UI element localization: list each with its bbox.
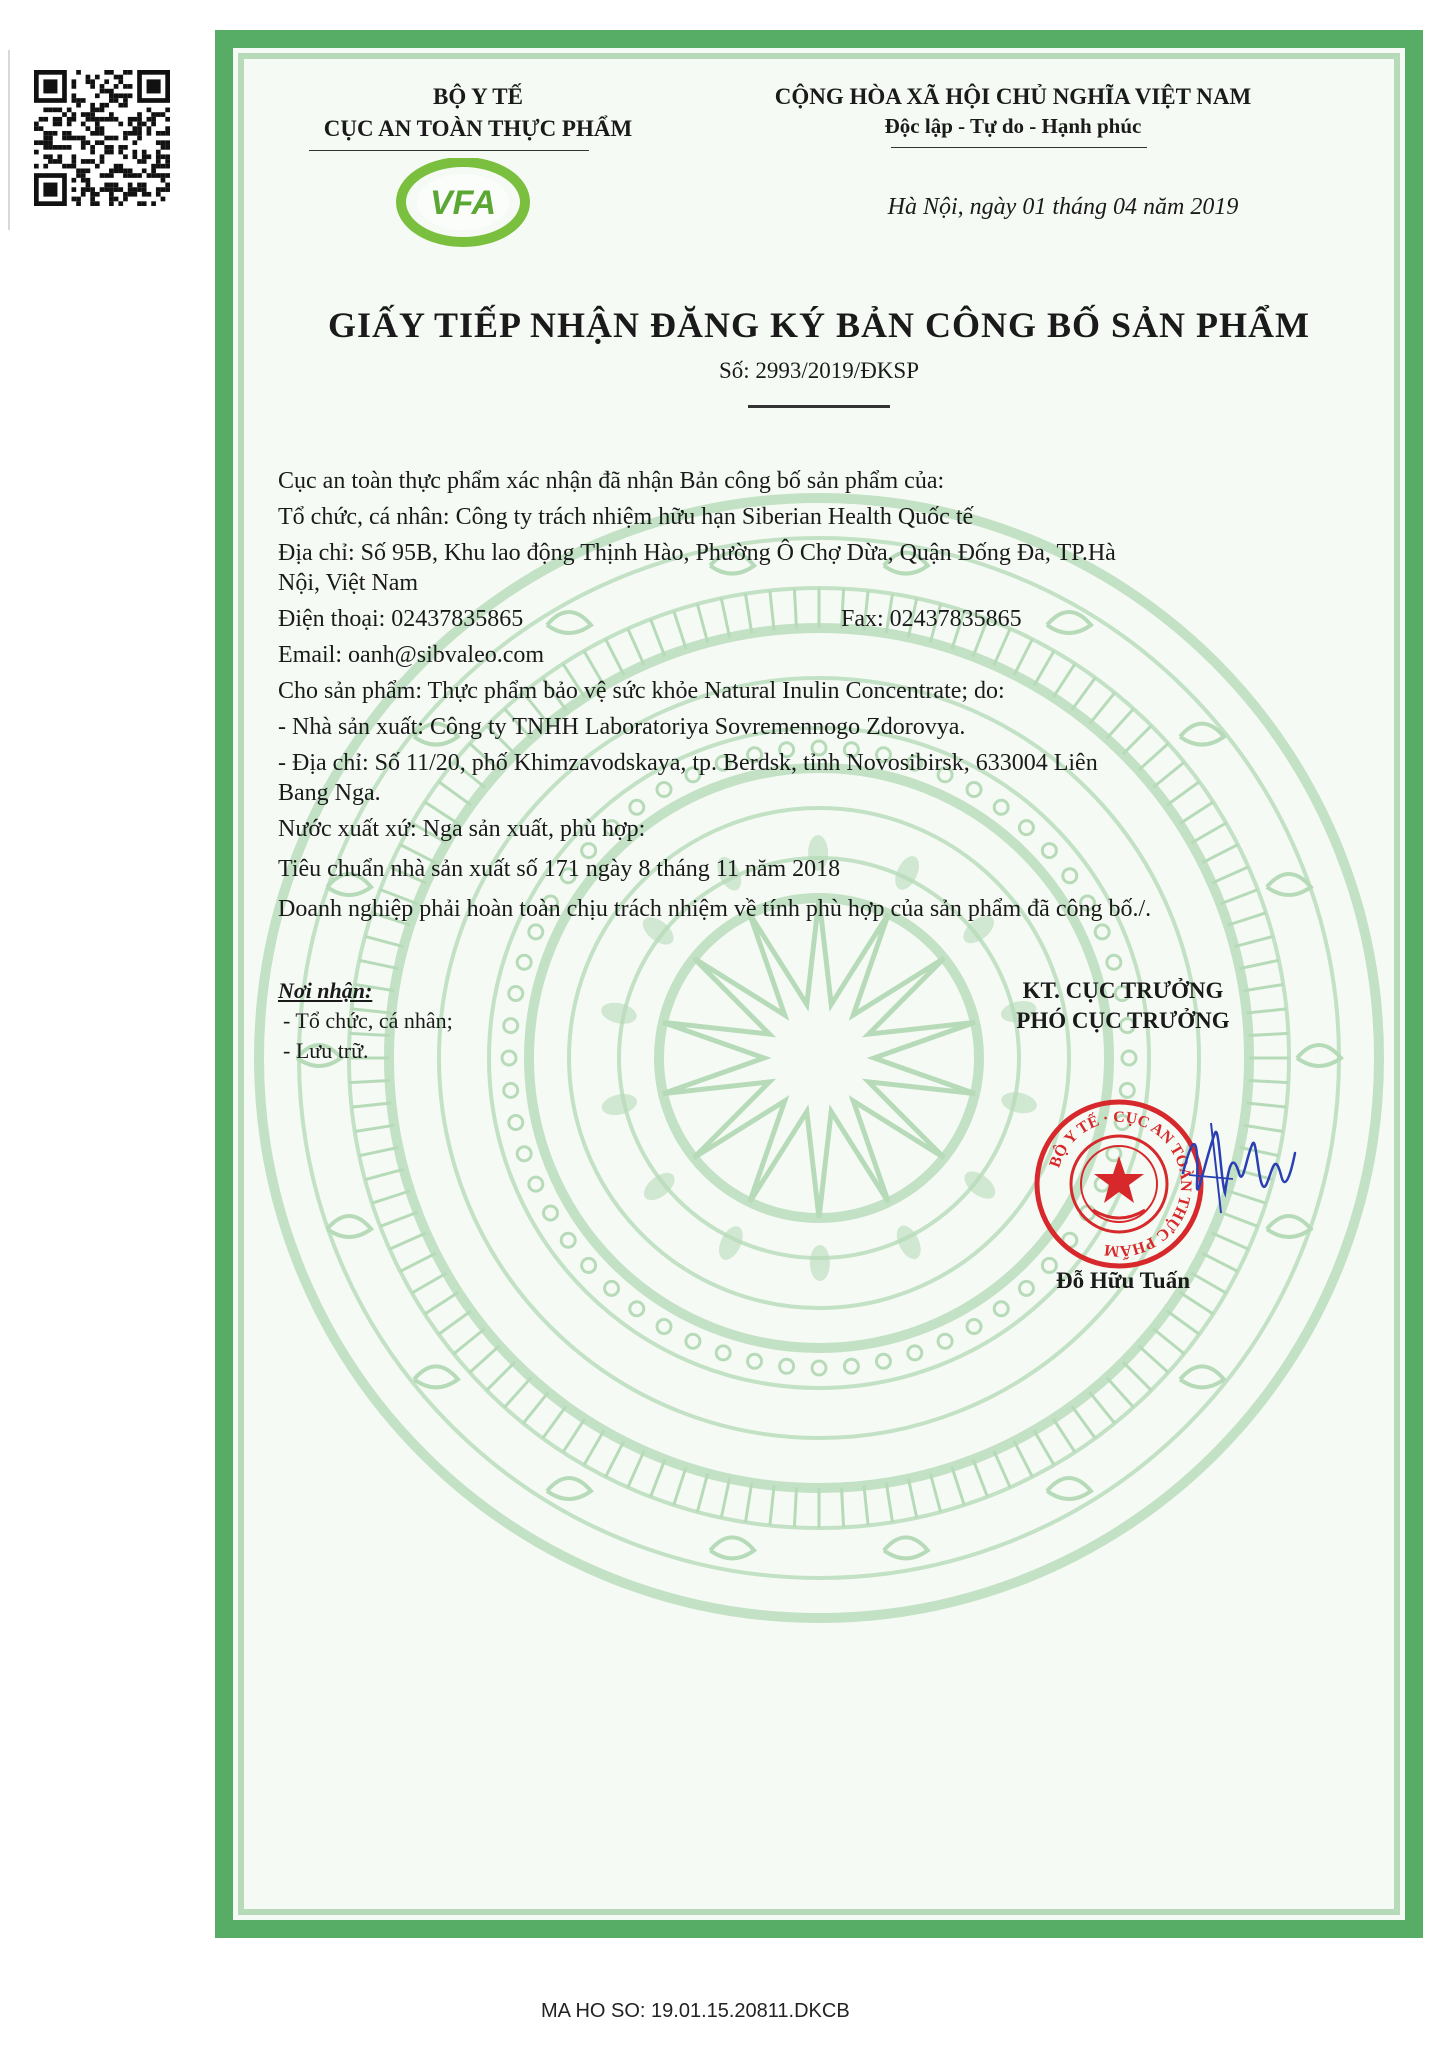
signatory-title-1: KT. CỤC TRƯỞNG <box>1022 978 1224 1003</box>
address-line-1: Địa chỉ: Số 95B, Khu lao động Thịnh Hào, Phường Ô Chợ Dừa, Quận Đống Đa, TP.Hà <box>278 540 1116 566</box>
svg-text:BỘ Y TẾ · CỤC AN TOÀN THỰC PHẨ: BỘ Y TẾ · CỤC AN TOÀN THỰC PHẨM <box>1046 1108 1195 1260</box>
vfa-logo <box>393 158 543 268</box>
email-line: Email: oanh@sibvaleo.com <box>278 642 545 668</box>
dossier-code: MA HO SO: 19.01.15.20811.DKCB <box>541 2000 850 2022</box>
certificate-body <box>233 48 1405 1920</box>
intro-line: Cục an toàn thực phẩm xác nhận đã nhận Bản công bố sản phẩm của: <box>278 468 945 494</box>
title-underline <box>748 405 890 408</box>
manufacturer-line: - Nhà sản xuất: Công ty TNHH Laboratoriya Sovremennogo Zdorovya. <box>278 714 966 740</box>
motto-underline <box>891 147 1147 148</box>
ministry-name: BỘ Y TẾ <box>433 84 523 109</box>
document-title: GIẤY TIẾP NHẬN ĐĂNG KÝ BẢN CÔNG BỐ SẢN PHẨM <box>327 305 1311 345</box>
signer-name: Đỗ Hữu Tuấn <box>1056 1268 1190 1293</box>
recipient-item: - Tổ chức, cá nhân; <box>283 1008 453 1033</box>
certificate-frame <box>215 30 1423 1938</box>
issue-date: Hà Nội, ngày 01 tháng 04 năm 2019 <box>887 194 1239 220</box>
svg-text:VFA: VFA <box>429 184 497 222</box>
recipient-item: - Lưu trữ. <box>283 1038 369 1063</box>
standard-line: Tiêu chuẩn nhà sản xuất số 171 ngày 8 tháng 11 năm 2018 <box>278 856 841 882</box>
fax-line: Fax: 02437835865 <box>841 606 1022 632</box>
manufacturer-address-1: - Địa chỉ: Số 11/20, phố Khimzavodskaya, tp. Berdsk, tỉnh Novosibirsk, 633004 Liên <box>278 750 1098 776</box>
country-name: CỘNG HÒA XÃ HỘI CHỦ NGHĨA VIỆT NAM <box>774 84 1252 109</box>
agency-name: CỤC AN TOÀN THỰC PHẨM <box>323 116 633 141</box>
phone-line: Điện thoại: 02437835865 <box>278 606 524 632</box>
address-line-2: Nội, Việt Nam <box>278 570 419 596</box>
signatory-title-2: PHÓ CỤC TRƯỞNG <box>1016 1008 1230 1033</box>
agency-underline <box>309 150 589 151</box>
responsibility-line: Doanh nghiệp phải hoàn toàn chịu trách nhiệm về tính phù hợp của sản phẩm đã công bố./. <box>278 896 1152 922</box>
organization-line: Tổ chức, cá nhân: Công ty trách nhiệm hữu hạn Siberian Health Quốc tế <box>278 504 974 530</box>
recipients-heading: Nơi nhận: <box>278 978 373 1003</box>
qr-code <box>34 70 170 206</box>
origin-line: Nước xuất xứ: Nga sản xuất, phù hợp: <box>278 816 646 842</box>
product-line: Cho sản phẩm: Thực phẩm bảo vệ sức khỏe Natural Inulin Concentrate; do: <box>278 678 1005 704</box>
handwritten-signature <box>1163 1113 1313 1223</box>
national-motto: Độc lập - Tự do - Hạnh phúc <box>884 114 1142 138</box>
document-number: Số: 2993/2019/ĐKSP <box>718 358 919 383</box>
manufacturer-address-2: Bang Nga. <box>278 780 381 806</box>
page-edge-mark <box>8 50 10 230</box>
